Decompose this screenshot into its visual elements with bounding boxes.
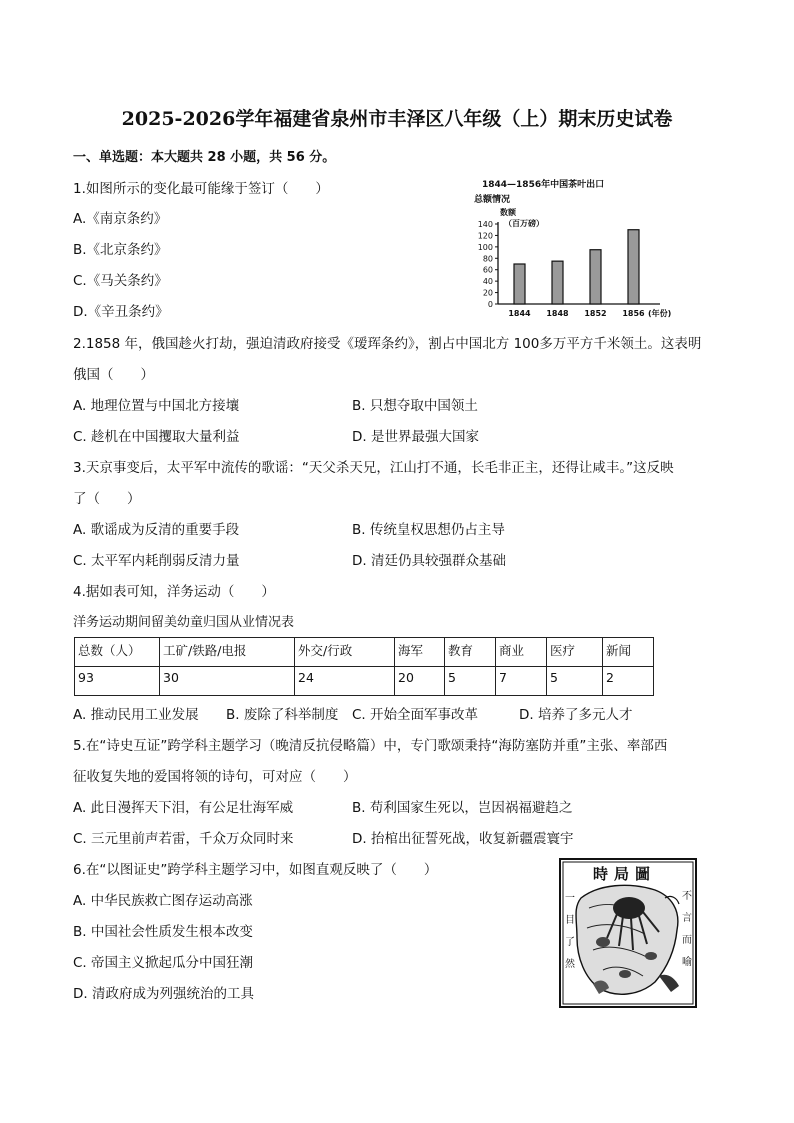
x-tick-label: 1856 — [622, 309, 645, 318]
question-5-option-d[interactable]: D. 抬棺出征誓死战，收复新疆震寰宇 — [352, 831, 574, 847]
question-5-stem-line2: 征收复失地的爱国将领的诗句，可对应（ ） — [73, 769, 357, 785]
question-1-stem: 1.如图所示的变化最可能缘于签订（ ） — [73, 181, 329, 197]
x-tick-label: 1844 — [508, 309, 531, 318]
y-tick-label: 140 — [477, 220, 493, 229]
bar-1856 — [628, 230, 639, 304]
y-tick-label: 0 — [487, 300, 493, 309]
x-tick-label: 1848 — [546, 309, 569, 318]
returnee-table — [74, 637, 654, 696]
section-heading: 一、单选题：本大题共 28 小题，共 56 分。 — [73, 150, 336, 165]
question-2-option-d[interactable]: D. 是世界最强大国家 — [352, 429, 479, 445]
page-title: 2025-2026学年福建省泉州市丰泽区八年级（上）期末历史试卷 — [121, 108, 673, 130]
y-tick-label: 120 — [477, 231, 493, 241]
chart-title-line2: 总额情况 — [474, 195, 511, 205]
question-4-option-a[interactable]: A. 推动民用工业发展 — [73, 707, 199, 723]
question-4-option-b[interactable]: B. 废除了科举制度 — [226, 707, 339, 723]
question-1-option-b[interactable]: B.《北京条约》 — [73, 242, 168, 258]
question-3-stem-line1: 3.天京事变后，太平军中流传的歌谣：“天父杀天兄，江山打不通，长毛非正主，还得让咸丰。”这反映 — [73, 460, 674, 476]
question-2-option-b[interactable]: B. 只想夺取中国领土 — [352, 398, 478, 414]
table-cell: 30 — [160, 667, 295, 696]
question-6-option-b[interactable]: B. 中国社会性质发生根本改变 — [73, 924, 253, 940]
question-3-stem-line2: 了（ ） — [73, 491, 141, 507]
question-6-option-a[interactable]: A. 中华民族救亡图存运动高涨 — [73, 893, 253, 909]
table-header-cell: 外交/行政 — [295, 638, 395, 667]
table-cell: 5 — [445, 667, 496, 696]
question-2-option-a[interactable]: A. 地理位置与中国北方接壤 — [73, 398, 240, 414]
table-header-cell: 医疗 — [547, 638, 603, 667]
question-3-option-c[interactable]: C. 太平军内耗削弱反清力量 — [73, 553, 240, 569]
question-4-option-c[interactable]: C. 开始全面军事改革 — [352, 707, 479, 723]
question-4-option-d[interactable]: D. 培养了多元人才 — [519, 707, 633, 723]
y-tick-label: 80 — [482, 254, 493, 264]
table-header-row — [75, 638, 654, 667]
x-axis-label: (年份) — [648, 309, 672, 318]
y-tick-label: 40 — [482, 277, 493, 287]
poster-right-caption: 不言而喻 — [682, 891, 692, 968]
question-1-option-a[interactable]: A.《南京条约》 — [73, 211, 168, 227]
chart-title: 1844—1856年中国茶叶出口 — [482, 180, 605, 190]
question-5-option-c[interactable]: C. 三元里前声若雷，千众万众同时来 — [73, 831, 294, 847]
question-5-stem-line1: 5.在“诗史互证”跨学科主题学习（晚清反抗侵略篇）中，专门歌颂秉持“海防塞防并重”主张、率部西 — [73, 738, 668, 754]
question-6-option-d[interactable]: D. 清政府成为列强统治的工具 — [73, 986, 254, 1002]
y-tick-label: 20 — [482, 288, 493, 298]
table-cell: 7 — [496, 667, 547, 696]
question-3-option-b[interactable]: B. 传统皇权思想仍占主导 — [352, 522, 505, 538]
table-cell: 5 — [547, 667, 603, 696]
bar-1852 — [590, 250, 601, 304]
question-6-option-c[interactable]: C. 帝国主义掀起瓜分中国狂潮 — [73, 955, 254, 971]
question-2-stem-line1: 2.1858 年，俄国趁火打劫，强迫清政府接受《瑷珲条约》，割占中国北方 100多万平方千米领土。这表明 — [73, 336, 702, 352]
question-3-option-a[interactable]: A. 歌谣成为反清的重要手段 — [73, 522, 240, 538]
table-caption: 洋务运动期间留美幼童归国从业情况表 — [73, 615, 295, 630]
question-2-stem-line2: 俄国（ ） — [73, 367, 154, 383]
table-header-cell: 商业 — [496, 638, 547, 667]
question-2-option-c[interactable]: C. 趁机在中国攫取大量利益 — [73, 429, 240, 445]
y-axis-label: 数额 — [500, 208, 516, 217]
table-header-cell: 海军 — [395, 638, 445, 667]
table-header-cell: 教育 — [445, 638, 496, 667]
y-axis-unit: （百万磅） — [504, 219, 544, 228]
table-row — [75, 667, 654, 696]
bar-1848 — [552, 261, 563, 304]
question-4-stem: 4.据如表可知，洋务运动（ ） — [73, 584, 275, 600]
x-tick-label: 1852 — [584, 309, 607, 318]
question-1-option-d[interactable]: D.《辛丑条约》 — [73, 304, 169, 320]
question-6-stem: 6.在“以图证史”跨学科主题学习中，如图直观反映了（ ） — [73, 862, 438, 878]
bar-chart-svg — [464, 176, 686, 324]
table-header-cell: 新闻 — [603, 638, 654, 667]
table-header-cell: 总数（人） — [75, 638, 160, 667]
y-tick-label: 100 — [477, 242, 493, 252]
question-1-option-c[interactable]: C.《马关条约》 — [73, 273, 168, 289]
question-5-option-a[interactable]: A. 此日漫挥天下泪，有公足壮海军威 — [73, 800, 294, 816]
table-cell: 20 — [395, 667, 445, 696]
poster-title: 時局圖 — [593, 865, 657, 883]
table-cell: 24 — [295, 667, 395, 696]
poster-left-caption: 一目了然 — [565, 893, 575, 970]
question-5-option-b[interactable]: B. 苟利国家生死以，岂因祸福避趋之 — [352, 800, 573, 816]
shiju-tu-poster — [559, 858, 697, 1008]
tea-export-chart — [464, 176, 686, 324]
table-cell: 93 — [75, 667, 160, 696]
y-tick-label: 60 — [482, 265, 493, 275]
table-header-cell: 工矿/铁路/电报 — [160, 638, 295, 667]
question-3-option-d[interactable]: D. 清廷仍具较强群众基础 — [352, 553, 506, 569]
table-cell: 2 — [603, 667, 654, 696]
bar-1844 — [514, 264, 525, 304]
